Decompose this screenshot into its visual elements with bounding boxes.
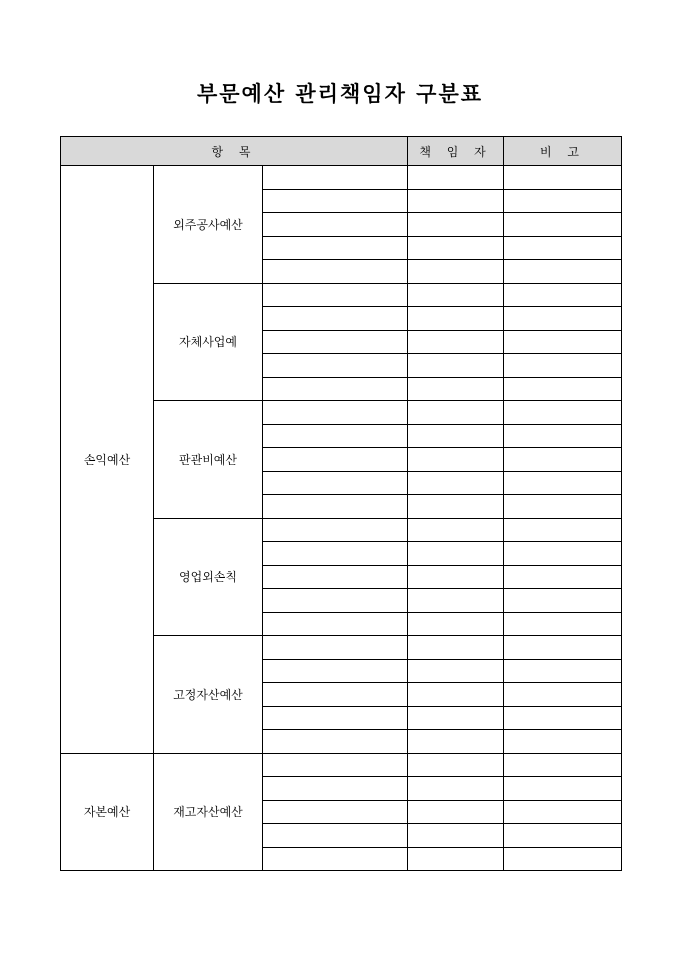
remarks-cell[interactable]	[504, 753, 622, 777]
manager-cell[interactable]	[408, 377, 504, 401]
manager-cell[interactable]	[408, 354, 504, 378]
subcategory-cell: 판관비예산	[154, 401, 263, 519]
remarks-cell[interactable]	[504, 260, 622, 284]
detail-cell[interactable]	[263, 495, 408, 519]
manager-cell[interactable]	[408, 824, 504, 848]
subcategory-cell: 재고자산예산	[154, 753, 263, 871]
header-remarks: 비 고	[504, 137, 622, 166]
detail-cell[interactable]	[263, 659, 408, 683]
detail-cell[interactable]	[263, 354, 408, 378]
remarks-cell[interactable]	[504, 401, 622, 425]
remarks-cell[interactable]	[504, 847, 622, 871]
manager-cell[interactable]	[408, 730, 504, 754]
detail-cell[interactable]	[263, 636, 408, 660]
detail-cell[interactable]	[263, 824, 408, 848]
manager-cell[interactable]	[408, 283, 504, 307]
manager-cell[interactable]	[408, 495, 504, 519]
remarks-cell[interactable]	[504, 495, 622, 519]
remarks-cell[interactable]	[504, 354, 622, 378]
remarks-cell[interactable]	[504, 471, 622, 495]
remarks-cell[interactable]	[504, 777, 622, 801]
detail-cell[interactable]	[263, 542, 408, 566]
manager-cell[interactable]	[408, 236, 504, 260]
manager-cell[interactable]	[408, 471, 504, 495]
detail-cell[interactable]	[263, 612, 408, 636]
manager-cell[interactable]	[408, 166, 504, 190]
subcategory-cell: 외주공사예산	[154, 166, 263, 284]
header-item: 항 목	[61, 137, 408, 166]
remarks-cell[interactable]	[504, 824, 622, 848]
subcategory-cell: 영업외손칙	[154, 518, 263, 636]
detail-cell[interactable]	[263, 260, 408, 284]
table-row	[61, 166, 622, 190]
remarks-cell[interactable]	[504, 683, 622, 707]
manager-cell[interactable]	[408, 401, 504, 425]
remarks-cell[interactable]	[504, 612, 622, 636]
remarks-cell[interactable]	[504, 542, 622, 566]
manager-cell[interactable]	[408, 189, 504, 213]
manager-cell[interactable]	[408, 589, 504, 613]
detail-cell[interactable]	[263, 377, 408, 401]
subcategory-cell: 자체사업예	[154, 283, 263, 401]
detail-cell[interactable]	[263, 283, 408, 307]
detail-cell[interactable]	[263, 189, 408, 213]
manager-cell[interactable]	[408, 683, 504, 707]
remarks-cell[interactable]	[504, 565, 622, 589]
detail-cell[interactable]	[263, 753, 408, 777]
manager-cell[interactable]	[408, 847, 504, 871]
manager-cell[interactable]	[408, 753, 504, 777]
detail-cell[interactable]	[263, 166, 408, 190]
page-title: 부문예산 관리책임자 구분표	[196, 81, 484, 106]
detail-cell[interactable]	[263, 706, 408, 730]
category-cell: 자본예산	[61, 753, 154, 871]
manager-cell[interactable]	[408, 424, 504, 448]
detail-cell[interactable]	[263, 401, 408, 425]
header-row	[61, 137, 622, 166]
detail-cell[interactable]	[263, 777, 408, 801]
detail-cell[interactable]	[263, 330, 408, 354]
budget-table	[60, 136, 622, 871]
manager-cell[interactable]	[408, 260, 504, 284]
remarks-cell[interactable]	[504, 636, 622, 660]
table-body	[61, 166, 622, 871]
remarks-cell[interactable]	[504, 424, 622, 448]
manager-cell[interactable]	[408, 659, 504, 683]
detail-cell[interactable]	[263, 213, 408, 237]
detail-cell[interactable]	[263, 424, 408, 448]
detail-cell[interactable]	[263, 683, 408, 707]
manager-cell[interactable]	[408, 518, 504, 542]
remarks-cell[interactable]	[504, 189, 622, 213]
manager-cell[interactable]	[408, 636, 504, 660]
remarks-cell[interactable]	[504, 730, 622, 754]
remarks-cell[interactable]	[504, 330, 622, 354]
remarks-cell[interactable]	[504, 166, 622, 190]
detail-cell[interactable]	[263, 847, 408, 871]
header-manager: 책 임 자	[408, 137, 504, 166]
subcategory-cell: 고정자산예산	[154, 636, 263, 754]
remarks-cell[interactable]	[504, 377, 622, 401]
remarks-cell[interactable]	[504, 307, 622, 331]
manager-cell[interactable]	[408, 777, 504, 801]
detail-cell[interactable]	[263, 518, 408, 542]
detail-cell[interactable]	[263, 730, 408, 754]
detail-cell[interactable]	[263, 448, 408, 472]
manager-cell[interactable]	[408, 706, 504, 730]
remarks-cell[interactable]	[504, 448, 622, 472]
manager-cell[interactable]	[408, 565, 504, 589]
manager-cell[interactable]	[408, 800, 504, 824]
manager-cell[interactable]	[408, 448, 504, 472]
detail-cell[interactable]	[263, 565, 408, 589]
detail-cell[interactable]	[263, 800, 408, 824]
remarks-cell[interactable]	[504, 706, 622, 730]
remarks-cell[interactable]	[504, 659, 622, 683]
remarks-cell[interactable]	[504, 518, 622, 542]
remarks-cell[interactable]	[504, 283, 622, 307]
detail-cell[interactable]	[263, 307, 408, 331]
manager-cell[interactable]	[408, 330, 504, 354]
detail-cell[interactable]	[263, 471, 408, 495]
category-cell: 손익예산	[61, 166, 154, 754]
manager-cell[interactable]	[408, 612, 504, 636]
remarks-cell[interactable]	[504, 800, 622, 824]
manager-cell[interactable]	[408, 542, 504, 566]
remarks-cell[interactable]	[504, 213, 622, 237]
remarks-cell[interactable]	[504, 589, 622, 613]
manager-cell[interactable]	[408, 213, 504, 237]
remarks-cell[interactable]	[504, 236, 622, 260]
table-row	[61, 753, 622, 777]
detail-cell[interactable]	[263, 589, 408, 613]
detail-cell[interactable]	[263, 236, 408, 260]
manager-cell[interactable]	[408, 307, 504, 331]
